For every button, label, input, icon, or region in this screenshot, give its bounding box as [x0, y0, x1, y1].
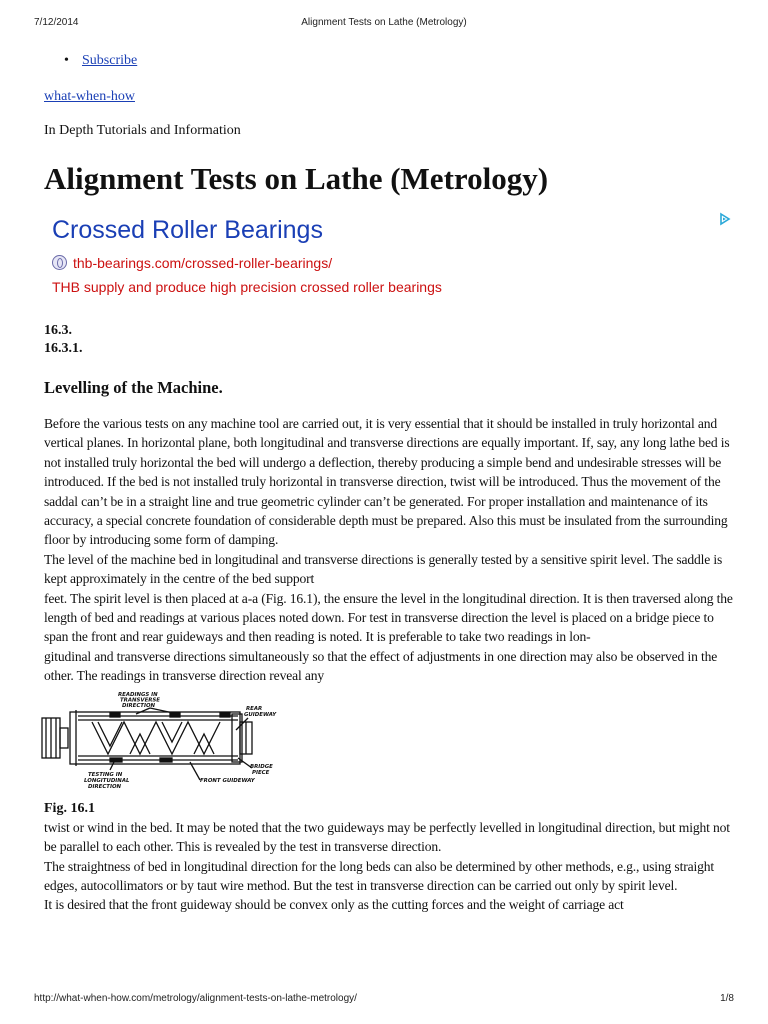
section-heading: Levelling of the Machine. — [44, 378, 223, 397]
figure-lathe-bed — [40, 690, 277, 796]
lathe-bed-diagram — [40, 690, 277, 796]
page-content — [44, 50, 734, 915]
paragraph: Before the various tests on any machine tool are carried out, it is very essential that it should be installed in truly horizontal and vertical planes. In horizontal plane, both longitudinal and transverse directions are equally important. If, say, any long lathe bed is not installed truly horizontal the bed will undergo a deflection, thereby producing a simple bend and undesirable stresses will be introduced. If the bed is not installed truly horizontal in transverse direction, twist will be introduced. Thus the movement of the saddal can’t be in a straight line and true geometric cylinder can’t be generated. For proper installation and maintenance of its accuracy, a special concrete foundation of considerable depth must be prepared. Also this must be insulated from the surrounding floor by introducing some form of damping. — [44, 416, 730, 548]
nav-item-subscribe — [44, 50, 734, 72]
ad-banner[interactable] — [44, 208, 734, 304]
svg-text:REAR: REAR — [246, 705, 263, 712]
subsection-number: 16.3.1. — [44, 341, 83, 356]
ad-title[interactable]: Crossed Roller Bearings — [52, 216, 323, 244]
svg-text:READINGS IN: READINGS IN — [118, 691, 158, 698]
section-number: 16.3. — [44, 323, 72, 338]
svg-text:DIRECTION: DIRECTION — [122, 702, 156, 709]
ad-choices-icon[interactable] — [718, 212, 732, 226]
svg-text:TESTING IN: TESTING IN — [88, 771, 123, 778]
paragraph: twist or wind in the bed. It may be noted that the two guideways may be perfectly levelled in longitudinal direction, but might not be parallel to each other. This is revealed by the test in transverse direction. — [44, 819, 730, 855]
svg-text:FRONT GUIDEWAY: FRONT GUIDEWAY — [200, 777, 255, 784]
site-name-link[interactable]: what-when-how — [44, 89, 135, 104]
svg-text:PIECE: PIECE — [252, 769, 270, 776]
print-header — [0, 17, 768, 33]
paragraph: gitudinal and transverse directions simultaneously so that the effect of adjustments in one direction may also be observed in the other. The readings in transverse direction reveal any — [44, 648, 718, 684]
footer-url: http://what-when-how.com/metrology/alignment-tests-on-lathe-metrology/ — [34, 993, 357, 1004]
figure-caption: Fig. 16.1 — [44, 800, 95, 816]
svg-text:GUIDEWAY: GUIDEWAY — [244, 711, 277, 718]
svg-text:TRANSVERSE: TRANSVERSE — [120, 697, 160, 704]
site-tagline: In Depth Tutorials and Information — [44, 123, 241, 138]
nav-list — [44, 50, 734, 72]
page-title: Alignment Tests on Lathe (Metrology) — [44, 161, 549, 196]
paragraph: feet. The spirit level is then placed at a-a (Fig. 16.1), the ensure the level in the longitudinal direction. It is then traversed along the length of bed and readings at various places noted down. For test in transverse direction the level is placed on a bridge piece to span the front and rear guideways and then reading is noted. It is preferable to take two readings in lon- — [44, 590, 733, 645]
article-body-continued — [44, 818, 734, 915]
ad-url-row[interactable] — [52, 254, 332, 272]
ad-url[interactable]: thb-bearings.com/crossed-roller-bearings/ — [73, 255, 333, 271]
svg-text:DIRECTION: DIRECTION — [88, 783, 122, 790]
paragraph: The straightness of bed in longitudinal direction for the long beds can also be determined by other methods, e.g., using straight edges, autocollimators or by taut wire method. But the test in transverse direction can be carried out only by spirit level. — [44, 858, 715, 893]
globe-icon — [52, 255, 67, 270]
svg-text:BRIDGE: BRIDGE — [250, 763, 273, 770]
paragraph: It is desired that the front guideway should be convex only as the cutting forces and the weight of carriage act — [44, 897, 624, 913]
svg-text:LONGITUDINAL: LONGITUDINAL — [84, 777, 130, 784]
site-name-row — [44, 88, 734, 106]
subscribe-link[interactable]: Subscribe — [82, 53, 138, 68]
ad-description: THB supply and produce high precision crossed roller bearings — [52, 279, 442, 295]
print-date: 7/12/2014 — [34, 17, 79, 28]
paragraph: The level of the machine bed in longitudinal and transverse directions is generally tested by a sensitive spirit level. The saddle is kept approximately in the centre of the bed support — [44, 551, 723, 587]
print-footer — [0, 993, 768, 1009]
article-body — [44, 414, 734, 686]
page-number: 1/8 — [720, 993, 734, 1004]
print-title: Alignment Tests on Lathe (Metrology) — [301, 17, 467, 28]
